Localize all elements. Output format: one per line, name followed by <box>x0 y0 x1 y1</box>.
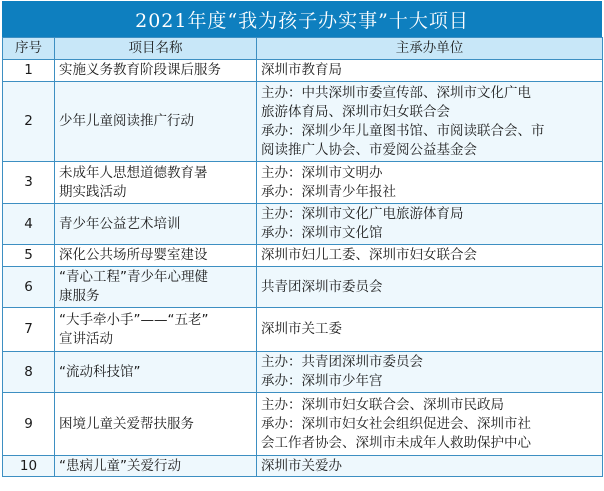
table-row <box>3 204 603 245</box>
row-number: 1 <box>3 60 55 82</box>
row-number: 2 <box>3 82 55 162</box>
project-name-cell <box>55 82 257 162</box>
organizer-line: 主办：深圳市文化广电旅游体育局 <box>261 206 464 222</box>
organizer-line: 深圳市教育局 <box>261 62 342 78</box>
header-unit: 主承办单位 <box>257 38 603 60</box>
project-name-line: 少年儿童阅读推广行动 <box>59 113 194 129</box>
header-name: 项目名称 <box>55 38 257 60</box>
project-name-line: 困境儿童关爱帮扶服务 <box>59 415 194 432</box>
organizer-line: 旅游体育局、深圳市妇女联合会 <box>261 103 450 120</box>
organizer-cell <box>257 82 603 162</box>
table-row <box>3 352 603 393</box>
table-row <box>3 162 603 204</box>
project-name-line: 宣讲活动 <box>59 330 113 347</box>
header-row <box>3 38 603 60</box>
row-number: 5 <box>3 245 55 267</box>
organizer-line: 主办：深圳市文明办 <box>261 164 383 181</box>
organizer-line: 承办：深圳青少年报社 <box>261 183 396 200</box>
organizer-line: 承办：深圳市少年宫 <box>261 373 383 389</box>
organizer-cell <box>257 245 603 267</box>
row-number: 6 <box>3 267 55 308</box>
project-name-cell <box>55 60 257 82</box>
project-name-line: “大手牵小手”——“五老” <box>59 311 209 328</box>
project-name-cell <box>55 204 257 245</box>
row-number: 4 <box>3 204 55 245</box>
project-name-cell <box>55 308 257 352</box>
table-row <box>3 456 603 477</box>
table-row <box>3 393 603 456</box>
project-name-line: “患病儿童”关爱行动 <box>59 457 181 474</box>
organizer-cell <box>257 352 603 393</box>
project-name-line: 实施义务教育阶段课后服务 <box>59 62 221 78</box>
organizer-line: 主办：深圳市妇女联合会、深圳市民政局 <box>261 396 504 413</box>
organizer-line: 阅读推广人协会、市爱阅公益基金会 <box>261 141 477 158</box>
project-name-cell <box>55 456 257 477</box>
table-body <box>3 60 603 477</box>
organizer-line: 承办：深圳少年儿童图书馆、市阅读联合会、市 <box>261 122 545 139</box>
table-row <box>3 245 603 267</box>
organizer-line: 深圳市妇儿工委、深圳市妇女联合会 <box>261 247 477 263</box>
row-number: 7 <box>3 308 55 352</box>
table-title: 2021年度“我为孩子办实事”十大项目 <box>2 1 602 37</box>
organizer-cell <box>257 60 603 82</box>
table-row <box>3 267 603 308</box>
organizer-line: 深圳市关工委 <box>261 321 342 337</box>
table-row <box>3 60 603 82</box>
project-name-cell <box>55 352 257 393</box>
organizer-line: 共青团深圳市委员会 <box>261 278 383 295</box>
project-name-line: 期实践活动 <box>59 183 127 200</box>
row-number: 3 <box>3 162 55 204</box>
project-name-cell <box>55 245 257 267</box>
projects-table <box>2 37 603 477</box>
header-no: 序号 <box>3 38 55 60</box>
project-name-line: “青心工程”青少年心理健 <box>59 269 208 285</box>
organizer-line: 主办：共青团深圳市委员会 <box>261 354 423 370</box>
organizer-line: 承办：深圳市妇女社会组织促进会、深圳市社 <box>261 415 531 432</box>
table-row <box>3 308 603 352</box>
organizer-cell <box>257 308 603 352</box>
project-name-line: 康服务 <box>59 288 100 304</box>
project-name-cell <box>55 393 257 456</box>
project-name-line: 未成年人思想道德教育暑 <box>59 164 208 181</box>
organizer-cell <box>257 204 603 245</box>
project-name-line: 深化公共场所母婴室建设 <box>59 247 208 263</box>
organizer-cell <box>257 267 603 308</box>
project-name-cell <box>55 267 257 308</box>
project-name-cell <box>55 162 257 204</box>
project-name-line: 青少年公益艺术培训 <box>59 215 181 232</box>
organizer-cell <box>257 456 603 477</box>
project-name-line: “流动科技馆” <box>59 363 141 380</box>
row-number: 9 <box>3 393 55 456</box>
organizer-cell <box>257 393 603 456</box>
organizer-line: 主办：中共深圳市委宣传部、深圳市文化广电 <box>261 84 531 101</box>
organizer-line: 深圳市关爱办 <box>261 457 342 474</box>
row-number: 10 <box>3 456 55 477</box>
table-row <box>3 82 603 162</box>
organizer-line: 承办：深圳市文化馆 <box>261 225 383 241</box>
organizer-cell <box>257 162 603 204</box>
organizer-line: 会工作者协会、深圳市未成年人救助保护中心 <box>261 434 531 451</box>
table-container <box>2 1 602 477</box>
row-number: 8 <box>3 352 55 393</box>
